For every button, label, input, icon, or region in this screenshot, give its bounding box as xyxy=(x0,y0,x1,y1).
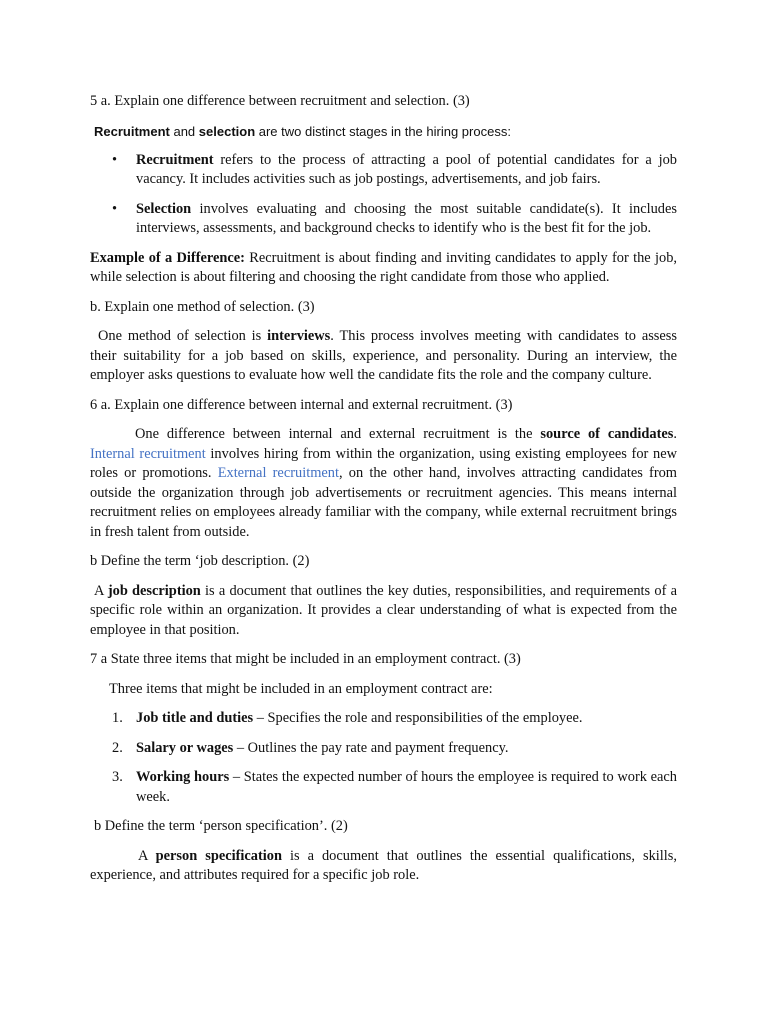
answer-5a-bullet-list xyxy=(90,151,677,239)
intro-rest: are two distinct stages in the hiring process: xyxy=(255,123,511,139)
term-person-specification: person specification xyxy=(155,847,282,864)
question-5b: b. Explain one method of selection. (3) xyxy=(90,298,315,315)
item-term: Working hours xyxy=(136,769,230,785)
answer-5b-pre: One method of selection is xyxy=(98,328,268,344)
bullet-icon: • xyxy=(112,200,118,217)
answer-5b xyxy=(90,327,677,386)
answer-6b-pre: A xyxy=(94,582,108,599)
document-page xyxy=(90,92,677,896)
list-item xyxy=(90,709,677,729)
term-job-description: job description xyxy=(107,582,201,599)
answer-6a-mid: involves hiring from within the organization, using existing employees for new roles or promotions. xyxy=(90,445,677,481)
answer-7a-numbered-list xyxy=(90,709,677,807)
item-number: 1. xyxy=(112,710,123,726)
answer-6b xyxy=(90,582,677,641)
internal-recruitment-link[interactable]: Internal recruitment xyxy=(90,445,206,462)
term-source-of-candidates: source of candidates xyxy=(540,426,674,442)
list-item xyxy=(90,151,677,190)
term-selection: selection xyxy=(198,123,256,139)
intro-and: and xyxy=(169,123,199,139)
list-item xyxy=(90,739,677,759)
answer-7b-post: is a document that outlines the essential qualifications, skills, experience, and attributes required for a specific job role. xyxy=(90,847,677,883)
question-6a: 6 a. Explain one difference between internal and external recruitment. (3) xyxy=(90,396,513,413)
answer-5b-post: . This process involves meeting with candidates to assess their suitability for a job based on skills, experience, and personality. During an interview, the employer asks questions to evaluate how well the candidate fits the role and the company culture. xyxy=(90,328,677,383)
item-number: 2. xyxy=(112,739,123,756)
bullet-text: involves evaluating and choosing the most suitable candidate(s). It includes interviews, assessments, and background checks to identify who is the best fit for the job. xyxy=(136,200,677,236)
example-label: Example of a Difference: xyxy=(90,249,245,266)
answer-5a-example xyxy=(90,249,677,288)
example-text: Recruitment is about finding and inviting candidates to apply for the job, while selection is about filtering and choosing the right candidate from those who applied. xyxy=(90,249,677,285)
term-interviews: interviews xyxy=(267,328,331,344)
external-recruitment-link[interactable]: External recruitment xyxy=(217,465,339,481)
answer-6b-post: is a document that outlines the key duties, responsibilities, and requirements of a specific role within an organization. It provides a clear understanding of what is expected from the employee in that position. xyxy=(90,582,677,638)
answer-6a xyxy=(90,425,677,542)
answer-6a-post: , on the other hand, involves attracting candidates from outside the organization through job advertisements or recruitment agencies. This means internal recruitment relies on employees already familiar with the company, while external recruitment brings in fresh talent from outside. xyxy=(90,465,678,540)
bullet-icon: • xyxy=(112,151,118,168)
term-recruitment: Recruitment xyxy=(94,123,170,139)
question-7a: 7 a State three items that might be included in an employment contract. (3) xyxy=(90,651,521,667)
list-item xyxy=(90,200,677,239)
question-7b: b Define the term ‘person specification’. (2) xyxy=(94,818,348,834)
bullet-text: refers to the process of attracting a pool of potential candidates for a job vacancy. It includes activities such as job postings, advertisements, and job fairs. xyxy=(136,151,677,187)
item-text: – Specifies the role and responsibilities of the employee. xyxy=(253,710,583,726)
bullet-term: Selection xyxy=(136,200,192,217)
answer-6a-dot: . xyxy=(673,426,677,442)
item-number: 3. xyxy=(112,769,123,785)
answer-7a-intro: Three items that might be included in an employment contract are: xyxy=(109,680,493,697)
item-term: Salary or wages xyxy=(136,739,234,756)
item-term: Job title and duties xyxy=(136,710,254,726)
item-text: – States the expected number of hours the employee is required to work each week. xyxy=(136,769,678,805)
answer-5a-intro xyxy=(94,122,677,141)
question-6b: b Define the term ‘job description. (2) xyxy=(90,553,310,569)
list-item xyxy=(90,768,677,807)
answer-7b-pre: A xyxy=(138,847,156,864)
item-text: – Outlines the pay rate and payment frequency. xyxy=(233,739,509,756)
question-5a: 5 a. Explain one difference between recruitment and selection. (3) xyxy=(90,93,470,109)
answer-6a-pre: One difference between internal and external recruitment is the xyxy=(135,426,541,442)
bullet-term: Recruitment xyxy=(136,151,214,168)
answer-7b xyxy=(90,847,677,886)
